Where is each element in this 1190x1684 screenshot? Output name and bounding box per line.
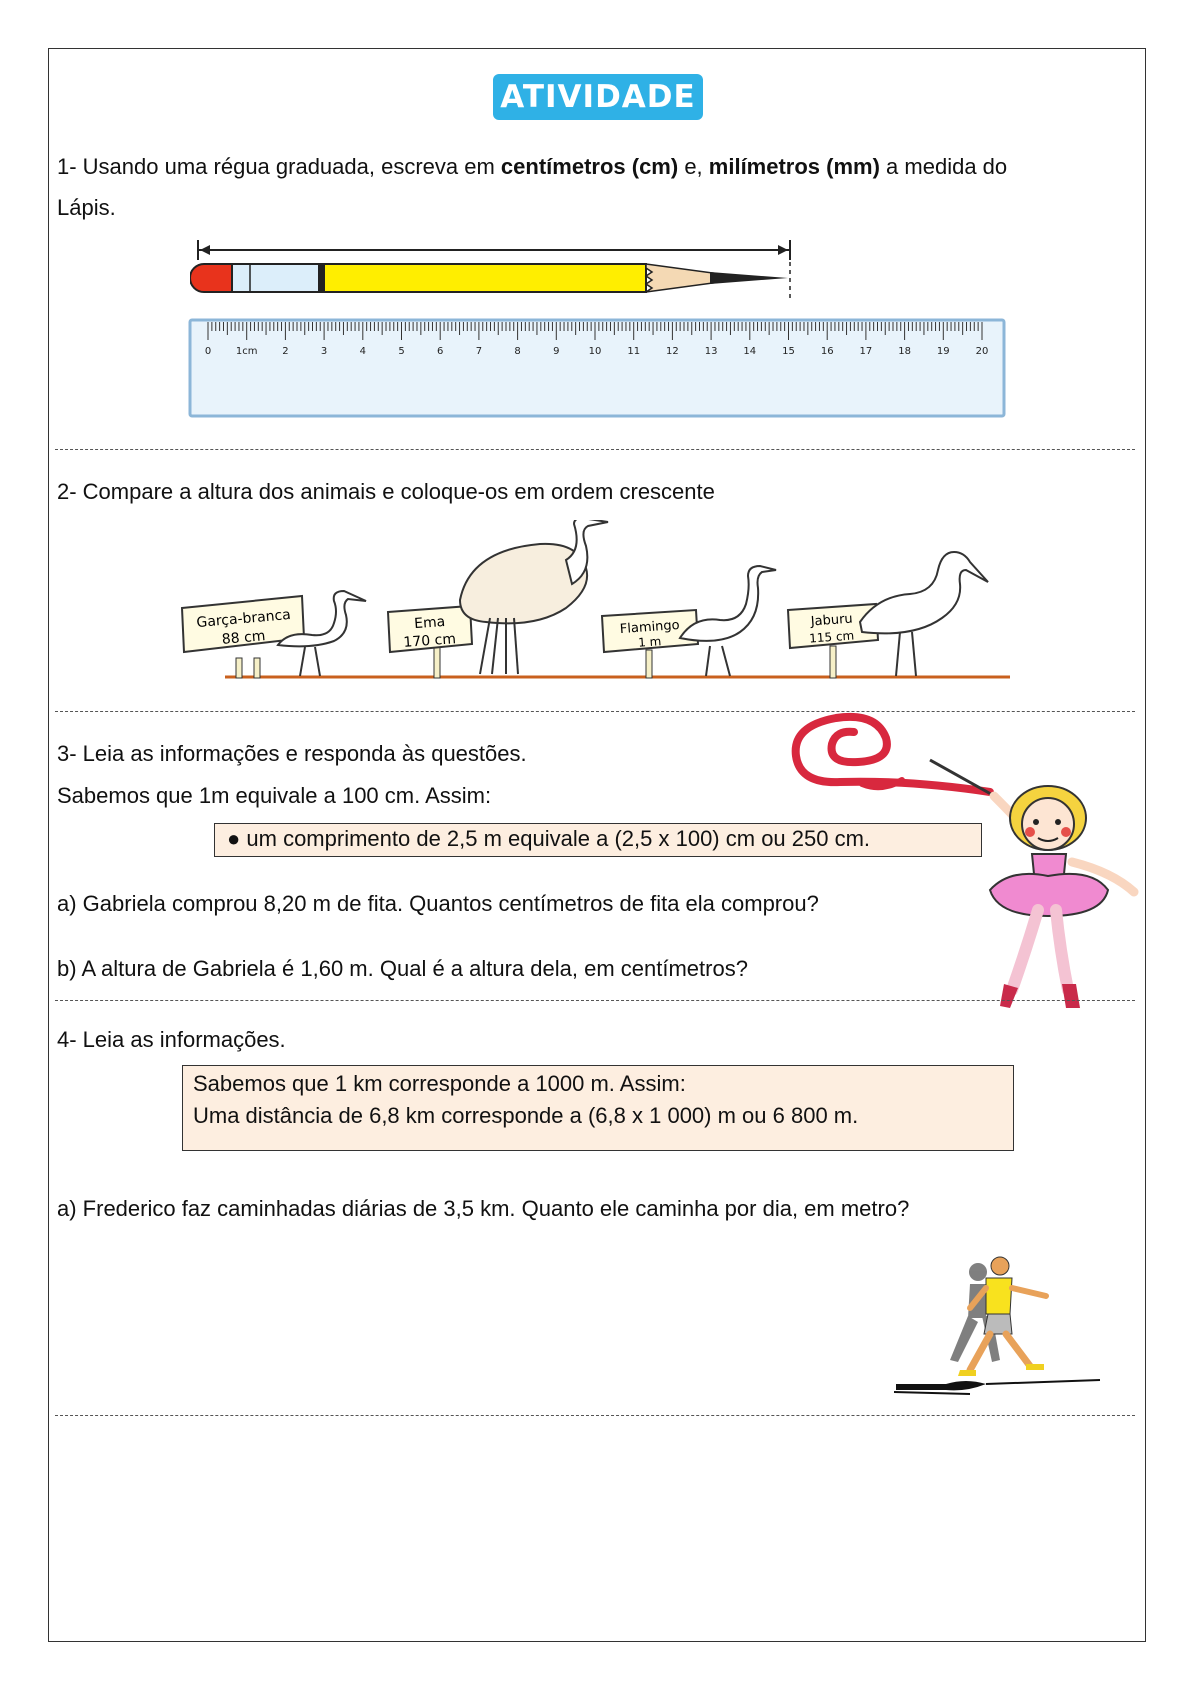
pencil-illustration [190,232,800,302]
sign-garca-height: 88 cm [221,628,267,648]
ruler-illustration [188,318,1008,420]
q1-text-e: a medida do [879,154,1008,179]
ruler-tick-label: 17 [859,346,873,357]
q4-text: 4- Leia as informações. [57,1027,286,1052]
q1-line1 [57,154,1007,180]
q4-info-box [182,1065,1014,1151]
q1-bold-mm: milímetros (mm) [708,154,880,179]
ruler-tick-label: 20 [975,346,989,357]
ruler-tick-label: 2 [282,346,289,357]
divider-3 [55,1000,1135,1001]
q2-text: 2- Compare a altura dos animais e coloque-os em ordem crescente [57,479,715,504]
animals-illustration [170,520,1030,680]
sign-flamingo-height: 1 m [637,634,662,650]
sign-ema-height: 170 cm [402,631,457,651]
ruler-tick-label: 4 [359,346,366,357]
sign-garca-name: Garça-branca [195,606,292,632]
sign-flamingo [602,610,698,678]
sign-jaburu-name: Jaburu [810,611,854,630]
q4-info-line2: Uma distância de 6,8 km corresponde a (6,8 x 1 000) m ou 6 800 m. [193,1103,859,1128]
sign-flamingo-name: Flamingo [619,617,681,638]
ruler-tick-label: 10 [588,346,602,357]
ruler-tick-label: 5 [398,346,405,357]
page-title: ATIVIDADE [493,74,703,120]
ruler-tick-label: 19 [936,346,950,357]
rhea-icon [460,520,608,674]
walker-illustration [890,1254,1110,1399]
ruler-tick-label: 9 [553,346,560,357]
ruler-tick-label: 13 [704,346,718,357]
divider-1 [55,449,1135,450]
stork-icon [860,552,988,676]
ruler-tick-label: 18 [898,346,911,357]
ruler-tick-label: 7 [475,346,483,357]
q1-bold-cm: centímetros (cm) [500,154,679,179]
q3-intro: Sabemos que 1m equivale a 100 cm. Assim: [57,783,492,808]
q1-text-a: 1- Usando uma régua graduada, escreva em [57,154,501,179]
ruler-tick-label: 3 [320,346,328,357]
sign-ema [388,606,472,678]
ruler-tick-label: 8 [514,346,521,357]
ruler-tick-label: 12 [666,346,679,357]
q3-question-a: a) Gabriela comprou 8,20 m de fita. Quantos centímetros de fita ela comprou? [57,891,819,916]
q4-question-a: a) Frederico faz caminhadas diárias de 3,5 km. Quanto ele caminha por dia, em metro? [57,1196,910,1221]
q1-line2: Lápis. [57,195,116,220]
divider-4 [55,1415,1135,1416]
sign-ema-name: Ema [413,613,446,633]
q1-text-c: e, [678,154,709,179]
ruler-tick-label: 11 [627,346,641,357]
q4-info-line1: Sabemos que 1 km corresponde a 1000 m. Assim: [193,1071,686,1096]
q3-question-b: b) A altura de Gabriela é 1,60 m. Qual é a altura dela, em centímetros? [57,956,748,981]
ruler-tick-label: 15 [782,346,795,357]
q3-text: 3- Leia as informações e responda às questões. [57,741,527,766]
ruler-tick-label: 16 [820,346,834,357]
sign-jaburu-height: 115 cm [808,628,855,646]
ballerina-illustration [780,712,1145,1017]
q3-info-text: ● um comprimento de 2,5 m equivale a (2,5 x 100) cm ou 250 cm. [227,826,871,851]
ruler-tick-label: 14 [743,346,757,357]
ruler-tick-label: 1cm [235,346,258,357]
ruler-tick-label: 0 [204,346,212,357]
ruler-tick-label: 6 [437,346,444,357]
